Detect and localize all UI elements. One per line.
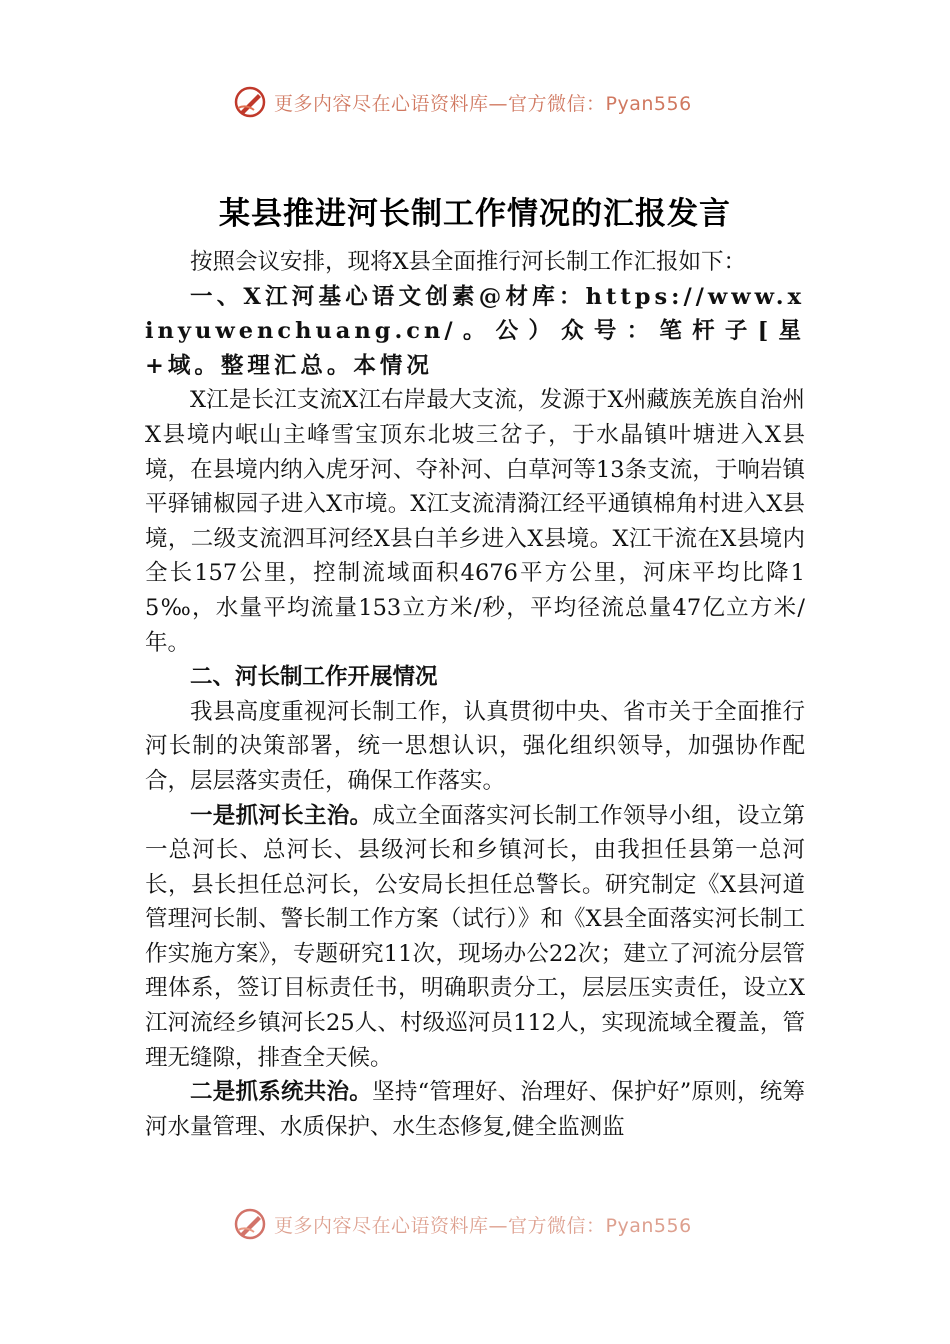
point1-lead: 一是抓河长主治。 xyxy=(190,802,373,829)
point1-paragraph xyxy=(145,799,805,1076)
section1-heading: 一、X江河基心语文创素@材库：https://www.xinyuwenchuang.cn/。公）众号：笔杆子[星+域。整理汇总。本情况 xyxy=(145,283,805,379)
point2-lead: 二是抓系统共治。 xyxy=(190,1079,373,1106)
section2-heading: 二、河长制工作开展情况 xyxy=(190,664,438,691)
pen-logo-icon xyxy=(232,1206,268,1242)
watermark-text: 更多内容尽在心语资料库—官方微信：Pyan556 xyxy=(274,1214,692,1237)
section1-body: X江是长江支流X江右岸最大支流，发源于X州藏族羌族自治州X县境内岷山主峰雪宝顶东北坡三岔子，于水晶镇叶塘进入X县境，在县境内纳入虎牙河、夺补河、白草河等13条支流，于响岩镇平驿铺椒园子进入X市境。X江支流清漪江经平通镇棉角村进入X县境，二级支流泗耳河经X县白羊乡进入X县境。X江干流在X县境内全长157公里，控制流域面积4676平方公里，河床平均比降15‰，水量平均流量153立方米/秒，平均径流总量47亿立方米/年。 xyxy=(145,387,805,656)
point2-body: 坚持“管理好、治理好、保护好”原则，统筹河水量管理、水质保护、水生态修复,健全监测监 xyxy=(145,1079,805,1140)
section2-body: 我县高度重视河长制工作，认真贯彻中央、省市关于全面推行河长制的决策部署，统一思想认识，强化组织领导，加强协作配合，层层落实责任，确保工作落实。 xyxy=(145,698,805,794)
intro-paragraph: 按照会议安排，现将X县全面推行河长制工作汇报如下： xyxy=(190,249,747,275)
watermark-banner-bottom xyxy=(232,1204,732,1244)
point1-body: 成立全面落实河长制工作领导小组，设立第一总河长、总河长、县级河长和乡镇河长，由我担任县第一总河长，县长担任总河长，公安局长担任总警长。研究制定《X县河道管理河长制、警长制工作方案（试行）》和《X县全面落实河长制工作实施方案》，专题研究11次，现场办公22次；建立了河流分层管理体系，签订目标责任书，明确职责分工，层层压实责任，设立X江河流经乡镇河长25人、村级巡河员112人，实现流域全覆盖，管理无缝隙，排查全天候。 xyxy=(145,802,805,1071)
watermark-banner-top xyxy=(232,82,732,122)
pen-logo-icon xyxy=(232,84,268,120)
page-title: 某县推进河长制工作情况的汇报发言 xyxy=(219,196,731,232)
document-body xyxy=(145,245,805,1144)
point2-paragraph xyxy=(145,1075,805,1144)
watermark-text: 更多内容尽在心语资料库—官方微信：Pyan556 xyxy=(274,92,692,115)
